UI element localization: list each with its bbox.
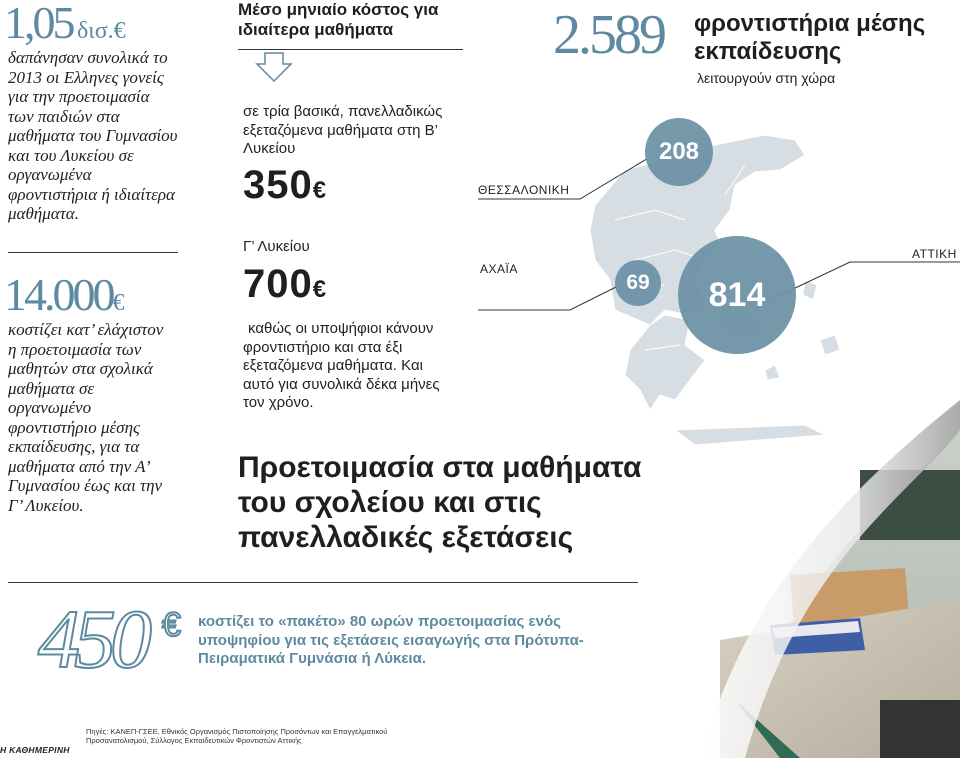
- region-label-attica: ΑΤΤΙΚΗ: [912, 247, 957, 261]
- bottom-divider: [8, 582, 638, 583]
- pre-exam-package-currency: €: [162, 606, 181, 644]
- stat-total-spending-text: δαπάνησαν συνολικά το 2013 οι Ελληνες γονείς για την προετοιμασία των παιδιών στα μαθήματα του Γυμνασίου και του Λυκείου σε οργανωμένα φροντιστήρια ή ιδιαίτερα μαθήματα.: [8, 48, 178, 223]
- pre-exam-package-value: 450: [38, 593, 146, 686]
- b-lyceum-price-currency: €: [312, 177, 328, 204]
- c-lyceum-price-value: 700: [243, 262, 313, 306]
- c-lyceum-label: Γ’ Λυκείου: [243, 238, 310, 255]
- region-bubble-achaia: 69: [615, 260, 661, 306]
- c-lyceum-text: καθώς οι υποψήφιοι κάνουν φροντιστήριο και στα έξι εξεταζόμενα μαθήματα. Και αυτό για συνολικά δέκα μήνες τον χρόνο.: [243, 320, 440, 411]
- total-tutoring-centers-subtitle: λειτουργούν στη χώρα: [697, 70, 836, 86]
- newspaper-credit: Η ΚΑΘΗΜΕΡΙΝΗ: [0, 745, 70, 755]
- total-tutoring-centers-title: φροντιστήρια μέσης εκπαίδευσης: [694, 10, 926, 65]
- c-lyceum-price-currency: €: [312, 276, 328, 303]
- pre-exam-package-text: κοστίζει το «πακέτο» 80 ωρών προετοιμασίας ενός υποψηφίου για τις εξετάσεις εισαγωγής στα Πρότυπα-Πειραματικά Γυμνάσια ή Λύκεια.: [198, 613, 584, 667]
- b-lyceum-text: σε τρία βασικά, πανελλαδικώς εξεταζόμενα μαθήματα στη Β’ Λυκείου: [243, 103, 443, 157]
- stat-minimum-cost-text: κοστίζει κατ’ ελάχιστον η προετοιμασία των μαθητών στα σχολικά μαθήματα σε οργανωμένο φροντιστήριο μέσης εκπαίδευσης, για τα μαθήματα από την Α’ Γυμνασίου έως και την Γ’ Λυκείου.: [8, 320, 164, 515]
- b-lyceum-price-value: 350: [243, 163, 313, 207]
- sources: Πηγές: ΚΑΝΕΠ-ΓΣΕΕ, Εθνικός Οργανισμός Πιστοποίησης Προσόντων και Επαγγελματικού Προσανατολισμού, Σύλλογος Εκπαιδευτικών Φροντιστών Αττικής: [86, 727, 388, 745]
- region-bubble-attica: 814: [678, 236, 796, 354]
- region-label-achaia: ΑΧΑΪΑ: [480, 262, 518, 276]
- stat-minimum-cost-value: 14.000: [4, 269, 113, 320]
- stat-minimum-cost-unit: €: [112, 290, 125, 316]
- region-label-thessaloniki: ΘΕΣΣΑΛΟΝΙΚΗ: [478, 183, 570, 197]
- region-bubble-thessaloniki: 208: [645, 118, 713, 186]
- stat-total-spending-unit: δισ.€: [76, 18, 126, 44]
- stat-total-spending-value: 1,05: [4, 0, 73, 48]
- monthly-cost-heading: Μέσο μηνιαίο κόστος για ιδιαίτερα μαθήματα: [238, 0, 439, 39]
- total-tutoring-centers-value: 2.589: [553, 4, 664, 66]
- main-headline: Προετοιμασία στα μαθήματα του σχολείου και στις πανελλαδικές εξετάσεις: [238, 451, 642, 554]
